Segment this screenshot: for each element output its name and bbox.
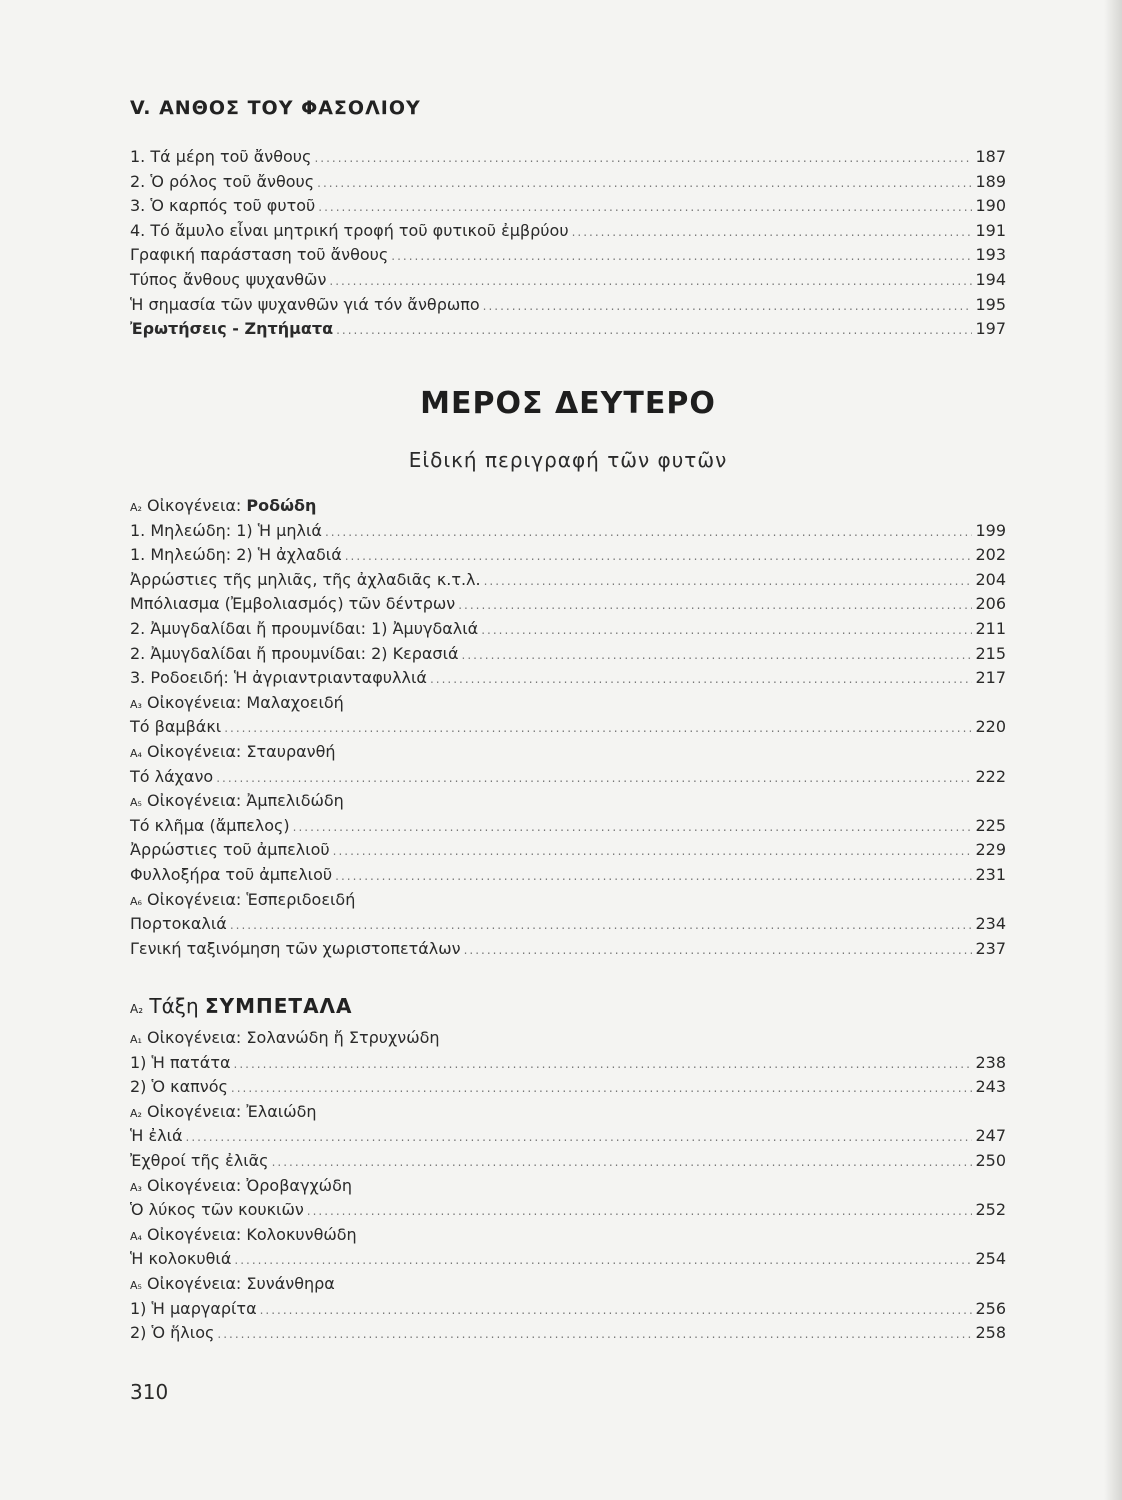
toc-entry-text: Οἰκογένεια: Ὀροβαγχώδη xyxy=(147,1175,353,1195)
toc-entry-text: Οἰκογένεια: Σολανώδη ἤ Στρυχνώδη xyxy=(147,1028,440,1047)
toc-entry xyxy=(130,814,1006,839)
toc-entry-label xyxy=(130,243,388,268)
leader-dots xyxy=(464,938,973,963)
toc-entry xyxy=(130,293,1006,318)
toc-entry-text: 1) Ἡ πατάτα xyxy=(130,1052,231,1072)
family-label: Οἰκογένεια: xyxy=(147,496,242,515)
toc-entry-label xyxy=(130,691,344,718)
toc-entry-label xyxy=(130,1149,269,1174)
family-name: Ροδώδη xyxy=(246,496,317,515)
leader-dots xyxy=(345,544,973,569)
toc-entry-prefix: Α₂ xyxy=(130,1106,142,1120)
leader-dots xyxy=(336,318,972,343)
toc-entry-text: 2. Ἀμυγδαλίδαι ἤ προυμνίδαι: 2) Κερασιά xyxy=(130,643,459,663)
toc-entry xyxy=(130,1297,1006,1322)
family-heading-label xyxy=(130,494,316,521)
toc-entry xyxy=(130,765,1006,790)
toc-entry-label xyxy=(130,268,326,293)
toc-entry-text: Μπόλιασμα (Ἐμβολιασμός) τῶν δέντρων xyxy=(130,594,456,614)
leader-dots xyxy=(186,1125,973,1150)
toc-entry-prefix: Α₃ xyxy=(130,697,142,711)
toc-entry-text: Πορτοκαλιά xyxy=(130,914,227,934)
toc-entry-label xyxy=(130,642,459,667)
toc-entry-page: 195 xyxy=(975,294,1006,314)
toc-entry xyxy=(130,1051,1006,1076)
order-prefix: Α₂ xyxy=(130,1002,144,1016)
toc-entry-prefix: Α₅ xyxy=(130,1278,142,1292)
toc-entry-label xyxy=(130,1223,357,1250)
toc-entry-label xyxy=(130,1174,352,1201)
leader-dots xyxy=(317,171,972,196)
toc-entry xyxy=(130,937,1006,962)
order-name: ΣΥΜΠΕΤΑΛΑ xyxy=(204,994,353,1018)
toc-entry-text: Τό κλῆμα (ἄμπελος) xyxy=(130,815,290,835)
leader-dots xyxy=(333,839,973,864)
toc-entry-label xyxy=(130,1321,214,1346)
toc-entry-label xyxy=(130,170,314,195)
toc-entry-label xyxy=(130,1026,440,1053)
toc-entry xyxy=(130,1321,1006,1346)
toc-entry-label xyxy=(130,1247,231,1272)
toc-entry-page: 234 xyxy=(975,914,1006,934)
toc-entry-page: 250 xyxy=(975,1150,1006,1170)
order-label: Τάξη xyxy=(149,994,199,1018)
toc-entry-page: 199 xyxy=(975,520,1006,540)
toc-entry-text: 2. Ἀμυγδαλίδαι ἤ προυμνίδαι: 1) Ἀμυγδαλιά xyxy=(130,618,479,638)
toc-entry-page: 237 xyxy=(975,938,1006,958)
leader-dots xyxy=(216,766,972,791)
leader-dots xyxy=(484,569,973,594)
toc-entry-label xyxy=(130,1075,228,1100)
leader-dots xyxy=(335,864,972,889)
toc-entry-page: 211 xyxy=(975,618,1006,638)
toc-entry-page: 252 xyxy=(975,1200,1006,1220)
toc-entry-label xyxy=(130,592,455,617)
toc-block-two xyxy=(130,691,1006,962)
toc-entry-prefix: Α₁ xyxy=(130,1033,142,1046)
toc-entry xyxy=(130,519,1006,544)
toc-entry-label xyxy=(130,666,427,691)
toc-entry-page: 222 xyxy=(975,766,1006,786)
toc-entry-page: 204 xyxy=(975,569,1006,589)
toc-entry-text: Ἡ κολοκυθιά xyxy=(130,1249,232,1269)
leader-dots xyxy=(318,195,972,220)
toc-entry-text: Ὁ λύκος τῶν κουκιῶν xyxy=(130,1200,304,1220)
toc-entry-label xyxy=(130,1051,231,1076)
section-title: V. ΑΝΘΟΣ ΤΟΥ ΦΑΣΟΛΙΟΥ xyxy=(130,97,421,119)
toc-entry-label xyxy=(130,765,213,790)
toc-entry-label xyxy=(130,715,221,740)
toc-entry-text: Ἐχθροί τῆς ἐλιᾶς xyxy=(130,1150,269,1170)
toc-entry-text: Γενική ταξινόμηση τῶν χωριστοπετάλων xyxy=(130,938,461,958)
toc-entry xyxy=(130,1247,1006,1272)
toc-entry xyxy=(130,617,1006,642)
toc-entry-page: 231 xyxy=(975,864,1006,884)
toc-entry-label xyxy=(130,814,290,839)
leader-dots xyxy=(224,716,972,741)
toc-entry-page: 217 xyxy=(975,668,1006,688)
toc-entry-label xyxy=(130,1124,183,1149)
toc-entry-text: Τό βαμβάκι xyxy=(130,717,222,737)
toc-entry-label xyxy=(130,888,355,915)
toc-entry-text: 3. Ὁ καρπός τοῦ φυτοῦ xyxy=(130,196,316,216)
leader-dots xyxy=(483,294,973,319)
toc-entry-label xyxy=(130,543,342,568)
toc-entry xyxy=(130,145,1006,170)
toc-entry-label xyxy=(130,194,315,219)
toc-entry xyxy=(130,642,1006,667)
leader-dots xyxy=(230,913,973,938)
toc-entry-page: 225 xyxy=(975,815,1006,835)
toc-entry xyxy=(130,1124,1006,1149)
toc-entry-text: Ἡ ἐλιά xyxy=(130,1126,183,1146)
toc-entry-label xyxy=(130,617,478,642)
toc-entry xyxy=(130,317,1006,342)
toc-entry-label xyxy=(130,293,480,318)
toc-family-rosaceae xyxy=(130,494,1006,519)
toc-entry xyxy=(130,1075,1006,1100)
toc-entry-text: 2) Ὁ ἥλιος xyxy=(130,1323,215,1343)
toc-entry-text: Οἰκογένεια: Κολοκυνθώδη xyxy=(147,1224,357,1244)
leader-dots xyxy=(572,220,973,245)
toc-entry-text: Οἰκογένεια: Ἀμπελιδώδη xyxy=(147,791,344,811)
toc-entry-prefix: Α₃ xyxy=(130,1180,142,1194)
toc-entry-text: 3. Ροδοειδή: Ἡ ἀγριαντριανταφυλλιά xyxy=(130,668,427,688)
toc-entry-label xyxy=(130,1297,257,1322)
leader-dots xyxy=(462,643,973,668)
leader-dots xyxy=(272,1150,973,1175)
leader-dots xyxy=(260,1298,973,1323)
toc-entry-label xyxy=(130,1100,317,1127)
toc-entry-text: 2) Ὁ καπνός xyxy=(130,1077,228,1097)
leader-dots xyxy=(430,667,973,692)
toc-entry xyxy=(130,543,1006,568)
toc-entry-prefix: Α₄ xyxy=(130,1229,142,1243)
leader-dots xyxy=(458,593,972,618)
toc-entry-page: 191 xyxy=(975,220,1006,240)
leader-dots xyxy=(293,815,973,840)
toc-entry-text: Τό λάχανο xyxy=(130,766,214,786)
toc-entry-text: Ἡ σημασία τῶν ψυχανθῶν γιά τόν ἄνθρωπο xyxy=(130,294,480,314)
toc-entry-label xyxy=(130,317,333,342)
toc-entry-page: 238 xyxy=(975,1052,1006,1072)
toc-entry xyxy=(130,592,1006,617)
leader-dots xyxy=(234,1052,973,1077)
toc-entry-label xyxy=(130,863,332,888)
toc-entry-text: 1. Τά μέρη τοῦ ἄνθους xyxy=(130,147,312,166)
toc-entry-label xyxy=(130,145,311,170)
page-edge-shadow xyxy=(1104,0,1122,1500)
toc-entry-prefix: Α₄ xyxy=(130,746,142,760)
toc-entry-label xyxy=(130,219,569,244)
leader-dots xyxy=(307,1199,973,1224)
toc-entry-text: Τύπος ἄνθους ψυχανθῶν xyxy=(130,269,327,289)
toc-entry xyxy=(130,838,1006,863)
toc-block-three xyxy=(130,1026,1006,1346)
toc-entry xyxy=(130,170,1006,195)
toc-entry xyxy=(130,1174,1006,1199)
toc-entry-prefix: Α₆ xyxy=(130,894,142,908)
toc-entry xyxy=(130,219,1006,244)
toc-entry-page: 193 xyxy=(975,245,1006,265)
toc-entry xyxy=(130,1272,1006,1297)
toc-entry xyxy=(130,1223,1006,1248)
toc-entry xyxy=(130,888,1006,913)
leader-dots xyxy=(481,618,972,643)
toc-entry-page: 258 xyxy=(975,1323,1006,1343)
toc-entry-label xyxy=(130,838,330,863)
toc-entry-page: 202 xyxy=(975,545,1006,565)
toc-entry xyxy=(130,194,1006,219)
part-subtitle: Εἰδική περιγραφή τῶν φυτῶν xyxy=(408,448,728,472)
toc-entry-page: 243 xyxy=(975,1077,1006,1097)
toc-entry-label xyxy=(130,937,461,962)
toc-entry xyxy=(130,568,1006,593)
toc-entry-text: 1. Μηλεώδη: 2) Ἡ ἀχλαδιά xyxy=(130,545,342,565)
toc-entry-page: 215 xyxy=(975,643,1006,663)
toc-entry-text: Γραφική παράσταση τοῦ ἄνθους xyxy=(130,245,389,265)
toc-entry xyxy=(130,789,1006,814)
toc-entry-label xyxy=(130,1272,335,1299)
toc-entry-text: 1) Ἡ μαργαρίτα xyxy=(130,1298,257,1318)
toc-entry-label xyxy=(130,1198,304,1223)
family-heading xyxy=(130,494,1006,519)
toc-entry xyxy=(130,268,1006,293)
toc-section-v xyxy=(130,145,1006,342)
toc-entry-label xyxy=(130,519,322,544)
toc-entry-page: 189 xyxy=(975,171,1006,191)
toc-entry-text: Ἐρωτήσεις - Ζητήματα xyxy=(130,319,334,339)
toc-entry xyxy=(130,912,1006,937)
toc-entry xyxy=(130,740,1006,765)
toc-entry-text: Οἰκογένεια: Σταυρανθή xyxy=(147,741,336,761)
toc-entry-text: Ἀρρώστιες τοῦ ἀμπελιοῦ xyxy=(130,840,330,860)
family-prefix: Α₂ xyxy=(130,501,142,514)
toc-entry-page: 247 xyxy=(975,1126,1006,1146)
toc-entry-text: Οἰκογένεια: Ἐλαιώδη xyxy=(147,1101,317,1121)
toc-entry xyxy=(130,863,1006,888)
toc-entry-label xyxy=(130,912,227,937)
toc-entry-page: 254 xyxy=(975,1249,1006,1269)
toc-entry-page: 187 xyxy=(975,147,1006,166)
page-number: 310 xyxy=(130,1380,169,1404)
toc-entry xyxy=(130,1149,1006,1174)
leader-dots xyxy=(234,1248,972,1273)
toc-entry-page: 197 xyxy=(975,319,1006,339)
toc-entry-label xyxy=(130,789,344,816)
toc-entry-text: Φυλλοξήρα τοῦ ἀμπελιοῦ xyxy=(130,864,333,884)
toc-entry-page: 229 xyxy=(975,840,1006,860)
toc-entry xyxy=(130,666,1006,691)
toc-entry-text: 2. Ὁ ρόλος τοῦ ἄνθους xyxy=(130,171,315,191)
leader-dots xyxy=(217,1322,972,1347)
toc-entry-page: 206 xyxy=(975,594,1006,614)
toc-entry xyxy=(130,1100,1006,1125)
leader-dots xyxy=(325,520,973,545)
toc-block-one xyxy=(130,519,1006,691)
toc-entry-page: 194 xyxy=(975,269,1006,289)
toc-entry xyxy=(130,1198,1006,1223)
toc-entry-text: Ἀρρώστιες τῆς μηλιᾶς, τῆς ἀχλαδιᾶς κ.τ.λ. xyxy=(130,569,481,589)
toc-entry-label xyxy=(130,568,481,593)
toc-entry-text: 1. Μηλεώδη: 1) Ἡ μηλιά xyxy=(130,520,322,540)
toc-entry xyxy=(130,1026,1006,1051)
toc-entry-text: Οἰκογένεια: Συνάνθηρα xyxy=(147,1273,335,1293)
toc-entry-page: 220 xyxy=(975,717,1006,737)
toc-entry xyxy=(130,715,1006,740)
toc-entry-text: Οἰκογένεια: Μαλαχοειδή xyxy=(147,692,344,712)
order-title xyxy=(130,994,353,1018)
toc-entry-text: Οἰκογένεια: Ἑσπεριδοειδή xyxy=(147,889,356,909)
leader-dots xyxy=(314,146,972,171)
toc-entry-label xyxy=(130,740,336,767)
toc-entry-page: 190 xyxy=(975,196,1006,216)
toc-entry-prefix: Α₅ xyxy=(130,796,142,810)
toc-entry-text: 4. Τό ἄμυλο εἶναι μητρική τροφή τοῦ φυτικοῦ ἐμβρύου xyxy=(130,220,569,240)
toc-entry xyxy=(130,691,1006,716)
toc-entry-page: 256 xyxy=(975,1298,1006,1318)
leader-dots xyxy=(231,1076,973,1101)
part-title: ΜΕΡΟΣ ΔΕΥΤΕΡΟ xyxy=(420,386,716,421)
toc-entry xyxy=(130,243,1006,268)
leader-dots xyxy=(391,244,972,269)
leader-dots xyxy=(329,269,972,294)
